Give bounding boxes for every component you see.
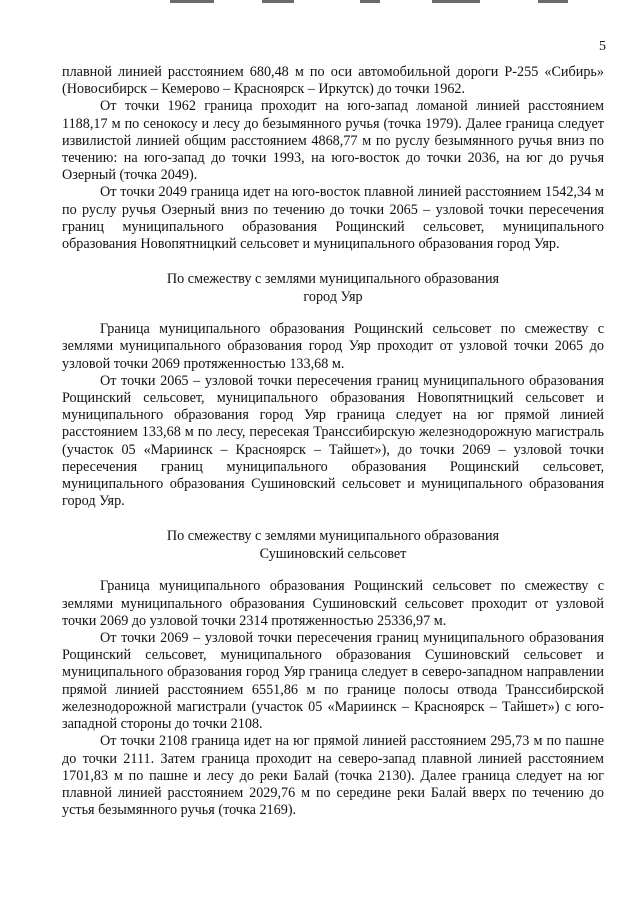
section-heading-line: По смежеству с землями муниципального образования — [166, 528, 500, 545]
paragraph: Граница муниципального образования Рощинский сельсовет по смежеству с землями муниципального образования город Уяр проходит от узловой точки 2065 до узловой точки 2069 протяженностью 133,68 м. — [62, 321, 604, 372]
paragraph: плавной линией расстоянием 680,48 м по оси автомобильной дороги Р-255 «Сибирь» (Новосибирск – Кемерово – Красноярск – Иркутск) до точки 1962. — [62, 64, 604, 98]
paragraph: От точки 2069 – узловой точки пересечения границ муниципального образования Рощинский сельсовет, муниципального образования Сушиновский сельсовет и муниципального образования город Уяр граница следует в северо-западном направлении прямой линией расстоянием 6551,86 м по границе полосы отвода Транссибирской железнодорожной магистрали (участок 05 «Мариинск – Красноярск – Тайшет») с юго-западной стороны до точки 2108. — [62, 630, 604, 733]
paragraph: От точки 1962 граница проходит на юго-запад ломаной линией расстоянием 1188,17 м по сенокосу и лесу до безымянного ручья (точка 1979). Далее граница следует извилистой линией общим расстоянием 4868,77 м по руслу безымянного ручья вниз по течению: на юго-запад до точки 1993, на юго-восток до точки 2036, на юг до ручья Озерный (точка 2049). — [62, 98, 604, 184]
paragraph: От точки 2049 граница идет на юго-восток плавной линией расстоянием 1542,34 м по руслу ручья Озерный вниз по течению до точки 2065 – узловой точки пересечения границ муниципального образования Рощинский сельсовет, муниципального образования Новопятницкий сельсовет и муниципального образования город Уяр. — [62, 184, 604, 253]
paragraph: Граница муниципального образования Рощинский сельсовет по смежеству с землями муниципального образования Сушиновский сельсовет проходит от узловой точки 2069 до узловой точки 2314 протяженностью 25336,97 м. — [62, 578, 604, 629]
section-heading — [62, 270, 604, 306]
paragraph: От точки 2108 граница идет на юг прямой линией расстоянием 295,73 м по пашне до точки 2111. Затем граница проходит на северо-запад плавной линией расстоянием 1701,83 м по пашне и лесу до реки Балай (точка 2130). Далее граница следует на юг плавной линией расстоянием 2029,76 м по середине реки Балай вверх по течению до устья безымянного ручья (точка 2169). — [62, 733, 604, 819]
section-heading-line: город Уяр — [303, 289, 363, 306]
section-heading — [62, 527, 604, 563]
page-number: 5 — [599, 39, 606, 54]
section-heading-line: По смежеству с землями муниципального образования — [166, 271, 500, 288]
paragraph: От точки 2065 – узловой точки пересечения границ муниципального образования Рощинский сельсовет, муниципального образования Новопятницкий сельсовет и муниципального образования город Уяр граница следует на юг прямой линией расстоянием 133,68 м по лесу, пересекая Транссибирскую железнодорожную магистраль (участок 05 «Мариинск – Красноярск – Тайшет»), до точки 2069 – узловой точки пересечения границ муниципального образования Рощинский сельсовет, муниципального образования Сушиновский сельсовет и муниципального образования город Уяр. — [62, 372, 604, 510]
document-body — [62, 64, 604, 819]
scan-edge-marks — [0, 0, 640, 6]
section-heading-line: Сушиновский сельсовет — [259, 546, 407, 563]
